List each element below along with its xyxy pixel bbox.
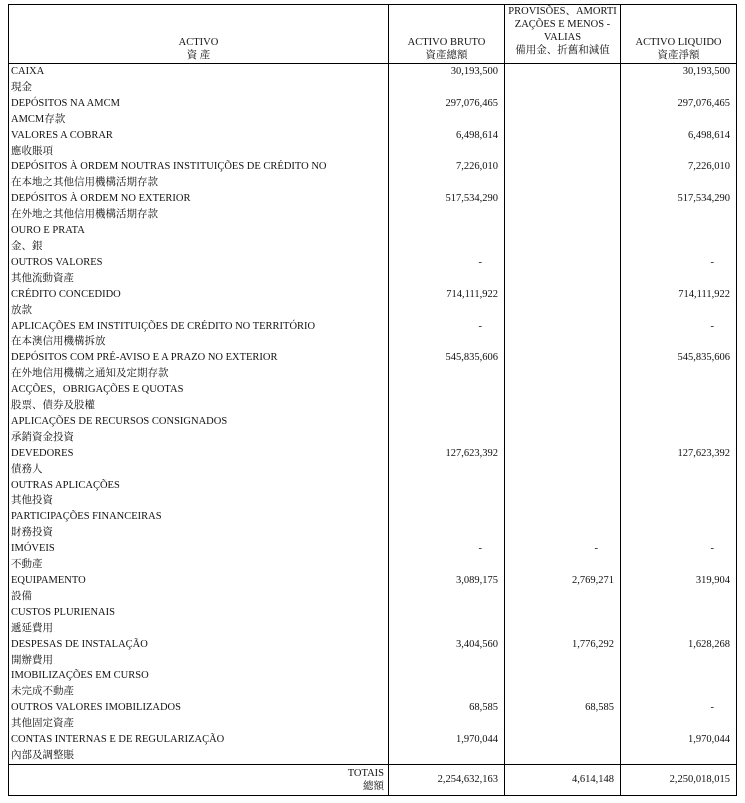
- row-provisoes: [505, 350, 621, 366]
- row-activo-liquido: -: [621, 319, 737, 335]
- row-provisoes: [505, 96, 621, 112]
- row-activo-liquido: [621, 716, 737, 732]
- row-activo-bruto: [389, 80, 505, 96]
- table-row: [9, 128, 737, 144]
- row-description: 其他固定資產: [9, 716, 389, 732]
- row-activo-liquido: -: [621, 700, 737, 716]
- row-provisoes: [505, 557, 621, 573]
- row-provisoes: [505, 334, 621, 350]
- row-activo-liquido: [621, 525, 737, 541]
- table-row: [9, 589, 737, 605]
- row-provisoes: [505, 239, 621, 255]
- row-description: 其他投資: [9, 493, 389, 509]
- table-row: [9, 700, 737, 716]
- row-activo-bruto: [389, 684, 505, 700]
- table-row: [9, 271, 737, 287]
- row-activo-liquido: [621, 80, 737, 96]
- row-activo-liquido: [621, 462, 737, 478]
- row-provisoes: [505, 398, 621, 414]
- row-description: APLICAÇÕES EM INSTITUIÇÕES DE CRÉDITO NO TERRITÓRIO: [9, 319, 389, 335]
- table-row: [9, 732, 737, 748]
- table-row: [9, 414, 737, 430]
- table-row: [9, 573, 737, 589]
- row-activo-liquido: [621, 223, 737, 239]
- row-provisoes: 1,776,292: [505, 637, 621, 653]
- row-description: OUTRAS APLICAÇÕES: [9, 478, 389, 494]
- row-provisoes: [505, 732, 621, 748]
- table-row: [9, 319, 737, 335]
- row-description: CUSTOS PLURIENAIS: [9, 605, 389, 621]
- row-activo-bruto: 297,076,465: [389, 96, 505, 112]
- header-provisoes: [505, 5, 621, 64]
- row-activo-bruto: 545,835,606: [389, 350, 505, 366]
- row-description: 在本地之其他信用機構活期存款: [9, 175, 389, 191]
- header-liq-pt: ACTIVO LIQUIDO: [635, 37, 722, 48]
- header-activo-liquido: [621, 5, 737, 64]
- table-row: [9, 621, 737, 637]
- totals-label-zh: 總額: [363, 780, 384, 792]
- totals-row: [9, 764, 737, 795]
- row-activo-bruto: [389, 175, 505, 191]
- row-provisoes: 2,769,271: [505, 573, 621, 589]
- row-description: 遞延費用: [9, 621, 389, 637]
- table-row: [9, 462, 737, 478]
- totals-bruto: 2,254,632,163: [389, 764, 505, 795]
- table-row: [9, 716, 737, 732]
- row-activo-liquido: [621, 493, 737, 509]
- row-activo-liquido: 6,498,614: [621, 128, 737, 144]
- row-provisoes: [505, 509, 621, 525]
- header-activo-zh: 資 產: [186, 50, 211, 61]
- row-activo-bruto: 68,585: [389, 700, 505, 716]
- row-activo-liquido: 7,226,010: [621, 159, 737, 175]
- row-activo-liquido: [621, 509, 737, 525]
- row-provisoes: [505, 191, 621, 207]
- row-provisoes: [505, 478, 621, 494]
- row-description: ACÇÕES，OBRIGAÇÕES E QUOTAS: [9, 382, 389, 398]
- row-activo-bruto: [389, 605, 505, 621]
- row-activo-bruto: 30,193,500: [389, 64, 505, 80]
- table-row: [9, 96, 737, 112]
- row-description: 承銷資金投資: [9, 430, 389, 446]
- row-activo-liquido: [621, 207, 737, 223]
- row-description: 未完成不動產: [9, 684, 389, 700]
- table-row: [9, 334, 737, 350]
- table-row: [9, 493, 737, 509]
- table-row: [9, 64, 737, 80]
- table-row: [9, 303, 737, 319]
- row-description: 放款: [9, 303, 389, 319]
- row-description: DEPÓSITOS À ORDEM NO EXTERIOR: [9, 191, 389, 207]
- row-activo-bruto: 6,498,614: [389, 128, 505, 144]
- table-row: [9, 255, 737, 271]
- row-activo-bruto: [389, 509, 505, 525]
- table-row: [9, 653, 737, 669]
- row-description: 內部及調整賬: [9, 748, 389, 764]
- row-activo-liquido: -: [621, 255, 737, 271]
- row-provisoes: [505, 112, 621, 128]
- table-row: [9, 748, 737, 764]
- table-row: [9, 366, 737, 382]
- row-activo-bruto: [389, 525, 505, 541]
- row-provisoes: [505, 605, 621, 621]
- row-activo-liquido: [621, 668, 737, 684]
- row-description: DESPESAS DE INSTALAÇÃO: [9, 637, 389, 653]
- row-activo-bruto: [389, 557, 505, 573]
- table-row: [9, 350, 737, 366]
- row-activo-bruto: [389, 589, 505, 605]
- row-activo-liquido: 30,193,500: [621, 64, 737, 80]
- table-row: [9, 287, 737, 303]
- table-row: [9, 191, 737, 207]
- table-row: [9, 175, 737, 191]
- row-activo-bruto: [389, 303, 505, 319]
- header-bruto-zh: 資產總額: [425, 50, 468, 61]
- row-provisoes: [505, 287, 621, 303]
- row-description: DEPÓSITOS À ORDEM NOUTRAS INSTITUIÇÕES DE CRÉDITO NO: [9, 159, 389, 175]
- row-description: DEPÓSITOS COM PRÉ-AVISO E A PRAZO NO EXTERIOR: [9, 350, 389, 366]
- row-activo-bruto: [389, 382, 505, 398]
- row-description: 股票、債券及股權: [9, 398, 389, 414]
- row-activo-bruto: [389, 462, 505, 478]
- row-activo-bruto: -: [389, 319, 505, 335]
- row-activo-liquido: 127,623,392: [621, 446, 737, 462]
- row-activo-bruto: [389, 334, 505, 350]
- row-activo-bruto: 127,623,392: [389, 446, 505, 462]
- row-description: AMCM存款: [9, 112, 389, 128]
- row-description: PARTICIPAÇÕES FINANCEIRAS: [9, 509, 389, 525]
- row-provisoes: [505, 716, 621, 732]
- row-description: 在本澳信用機構拆放: [9, 334, 389, 350]
- table-row: [9, 525, 737, 541]
- row-activo-liquido: 1,628,268: [621, 637, 737, 653]
- row-activo-bruto: [389, 366, 505, 382]
- header-prov-zh: 備用金、折舊和減值: [515, 45, 610, 56]
- row-provisoes: [505, 621, 621, 637]
- totals-prov: 4,614,148: [505, 764, 621, 795]
- row-activo-bruto: [389, 207, 505, 223]
- row-activo-bruto: [389, 621, 505, 637]
- table-row: [9, 398, 737, 414]
- row-activo-bruto: [389, 223, 505, 239]
- row-activo-liquido: 1,970,044: [621, 732, 737, 748]
- row-description: 設備: [9, 589, 389, 605]
- table-row: [9, 223, 737, 239]
- table-row: [9, 382, 737, 398]
- row-activo-liquido: [621, 478, 737, 494]
- table-row: [9, 446, 737, 462]
- row-activo-bruto: [389, 144, 505, 160]
- header-bruto-pt: ACTIVO BRUTO: [407, 37, 486, 48]
- row-activo-bruto: [389, 239, 505, 255]
- table-row: [9, 684, 737, 700]
- header-row: [9, 5, 737, 64]
- row-activo-bruto: [389, 398, 505, 414]
- row-description: CAIXA: [9, 64, 389, 80]
- row-activo-bruto: -: [389, 255, 505, 271]
- row-provisoes: [505, 175, 621, 191]
- row-activo-liquido: [621, 303, 737, 319]
- row-activo-liquido: 714,111,922: [621, 287, 737, 303]
- table-row: [9, 637, 737, 653]
- row-activo-liquido: [621, 653, 737, 669]
- row-activo-bruto: [389, 478, 505, 494]
- row-activo-bruto: 3,089,175: [389, 573, 505, 589]
- assets-table: [8, 4, 737, 796]
- row-description: 其他流動資產: [9, 271, 389, 287]
- table-body: [9, 64, 737, 765]
- row-activo-bruto: -: [389, 541, 505, 557]
- row-provisoes: [505, 382, 621, 398]
- row-provisoes: [505, 653, 621, 669]
- table-row: [9, 159, 737, 175]
- row-provisoes: [505, 64, 621, 80]
- row-description: 在外地信用機構之通知及定期存款: [9, 366, 389, 382]
- row-activo-bruto: 714,111,922: [389, 287, 505, 303]
- row-provisoes: [505, 366, 621, 382]
- row-activo-bruto: 7,226,010: [389, 159, 505, 175]
- row-provisoes: [505, 207, 621, 223]
- row-description: OUTROS VALORES IMOBILIZADOS: [9, 700, 389, 716]
- row-provisoes: [505, 414, 621, 430]
- row-provisoes: [505, 319, 621, 335]
- row-activo-liquido: -: [621, 541, 737, 557]
- row-activo-liquido: 319,904: [621, 573, 737, 589]
- row-activo-liquido: [621, 430, 737, 446]
- row-provisoes: [505, 748, 621, 764]
- row-description: 開辦費用: [9, 653, 389, 669]
- row-provisoes: [505, 144, 621, 160]
- row-activo-bruto: [389, 653, 505, 669]
- table-row: [9, 509, 737, 525]
- row-provisoes: -: [505, 541, 621, 557]
- row-description: DEPÓSITOS NA AMCM: [9, 96, 389, 112]
- row-activo-bruto: [389, 716, 505, 732]
- row-description: APLICAÇÕES DE RECURSOS CONSIGNADOS: [9, 414, 389, 430]
- header-prov-line3: VALIAS: [543, 32, 582, 43]
- header-liq-zh: 資產淨額: [657, 50, 700, 61]
- row-activo-liquido: [621, 684, 737, 700]
- header-prov-line2: ZAÇÕES E MENOS -: [514, 19, 611, 30]
- row-activo-bruto: [389, 271, 505, 287]
- row-activo-liquido: [621, 175, 737, 191]
- row-activo-bruto: [389, 430, 505, 446]
- row-activo-liquido: 517,534,290: [621, 191, 737, 207]
- row-description: OURO E PRATA: [9, 223, 389, 239]
- header-activo-bruto: [389, 5, 505, 64]
- row-description: CONTAS INTERNAS E DE REGULARIZAÇÃO: [9, 732, 389, 748]
- row-activo-bruto: 3,404,560: [389, 637, 505, 653]
- row-activo-liquido: [621, 334, 737, 350]
- row-provisoes: [505, 525, 621, 541]
- row-provisoes: [505, 589, 621, 605]
- row-activo-liquido: 297,076,465: [621, 96, 737, 112]
- row-activo-bruto: [389, 493, 505, 509]
- row-activo-liquido: [621, 144, 737, 160]
- row-description: DEVEDORES: [9, 446, 389, 462]
- row-description: 不動產: [9, 557, 389, 573]
- row-description: 現金: [9, 80, 389, 96]
- row-description: 應收賬項: [9, 144, 389, 160]
- header-activo-pt: ACTIVO: [178, 37, 219, 48]
- table-row: [9, 541, 737, 557]
- row-description: EQUIPAMENTO: [9, 573, 389, 589]
- row-activo-liquido: [621, 589, 737, 605]
- row-description: OUTROS VALORES: [9, 255, 389, 271]
- table-row: [9, 605, 737, 621]
- row-description: 財務投資: [9, 525, 389, 541]
- row-description: CRÉDITO CONCEDIDO: [9, 287, 389, 303]
- row-activo-liquido: [621, 414, 737, 430]
- row-provisoes: [505, 128, 621, 144]
- row-description: 金、銀: [9, 239, 389, 255]
- table-row: [9, 144, 737, 160]
- row-activo-bruto: 1,970,044: [389, 732, 505, 748]
- row-activo-liquido: [621, 271, 737, 287]
- row-activo-liquido: [621, 748, 737, 764]
- row-activo-liquido: [621, 382, 737, 398]
- row-description: 債務人: [9, 462, 389, 478]
- row-activo-bruto: [389, 668, 505, 684]
- row-provisoes: [505, 446, 621, 462]
- table-row: [9, 430, 737, 446]
- row-activo-bruto: [389, 414, 505, 430]
- row-provisoes: [505, 303, 621, 319]
- row-provisoes: 68,585: [505, 700, 621, 716]
- table-row: [9, 207, 737, 223]
- row-activo-liquido: [621, 621, 737, 637]
- totals-label-pt: TOTAIS: [347, 767, 384, 779]
- row-activo-liquido: [621, 239, 737, 255]
- row-activo-liquido: [621, 398, 737, 414]
- table-row: [9, 478, 737, 494]
- row-provisoes: [505, 80, 621, 96]
- row-activo-liquido: [621, 557, 737, 573]
- row-provisoes: [505, 462, 621, 478]
- row-provisoes: [505, 493, 621, 509]
- totals-liq: 2,250,018,015: [621, 764, 737, 795]
- row-activo-liquido: [621, 112, 737, 128]
- table-row: [9, 239, 737, 255]
- row-provisoes: [505, 255, 621, 271]
- row-provisoes: [505, 159, 621, 175]
- header-activo: [9, 5, 389, 64]
- table-row: [9, 668, 737, 684]
- row-activo-liquido: [621, 605, 737, 621]
- row-provisoes: [505, 223, 621, 239]
- row-description: IMOBILIZAÇÕES EM CURSO: [9, 668, 389, 684]
- row-description: 在外地之其他信用機構活期存款: [9, 207, 389, 223]
- row-activo-bruto: 517,534,290: [389, 191, 505, 207]
- header-prov-line1: PROVISÕES、AMORTI: [508, 6, 617, 17]
- row-provisoes: [505, 684, 621, 700]
- row-provisoes: [505, 430, 621, 446]
- row-activo-liquido: [621, 366, 737, 382]
- row-description: VALORES A COBRAR: [9, 128, 389, 144]
- totals-label: [9, 764, 389, 795]
- row-activo-bruto: [389, 748, 505, 764]
- row-provisoes: [505, 271, 621, 287]
- row-description: IMÓVEIS: [9, 541, 389, 557]
- table-row: [9, 80, 737, 96]
- table-row: [9, 557, 737, 573]
- table-row: [9, 112, 737, 128]
- row-activo-liquido: 545,835,606: [621, 350, 737, 366]
- row-activo-bruto: [389, 112, 505, 128]
- row-provisoes: [505, 668, 621, 684]
